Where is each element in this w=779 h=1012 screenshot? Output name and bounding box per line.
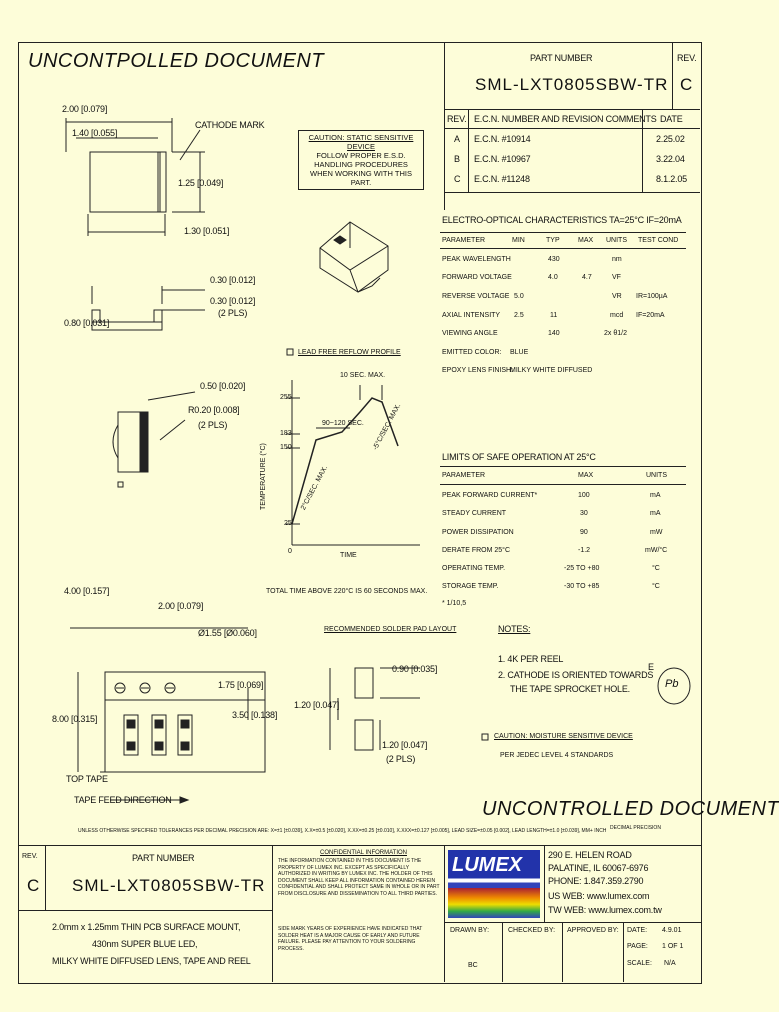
note-item: 2. CATHODE IS ORIENTED TOWARDS [498,670,654,680]
decimal-precision: DECIMAL PRECISION [610,825,661,831]
solder-text: SIDE MARK YEARS OF EXPERIENCE HAVE INDICATED THAT SOLDER HEAT IS A MAJOR CAUSE OF EARLY AND FUTURE FAILURE. PLEASE PAY ATTENTION TO YOUR SOLDERING PROCESS. [278,926,423,952]
watermark-top: UNCONTPOLLED DOCUMENT [28,50,325,72]
lso-cell: -25 TO +80 [564,565,600,572]
phone: PHONE: 1.847.359.2790 [548,876,644,886]
tb-desc: 430nm SUPER BLUE LED, [92,939,198,949]
lumex-logo-text: LUMEX [452,854,522,876]
dim-label: 2.00 [0.079] [62,104,108,114]
tape-dim: 8.00 [0.315] [52,714,98,724]
lso-cell: STORAGE TEMP. [442,583,499,590]
web-us: US WEB: www.lumex.com [548,891,650,901]
dim-label: CATHODE MARK [195,120,265,130]
reflow-rampup: 2°C/SEC. MAX. [300,464,330,512]
pn-label: PART NUMBER [530,53,593,63]
tape-dim: 4.00 [0.157] [64,586,110,596]
lso-cell: 90 [580,529,588,536]
caution-static-box [298,130,424,190]
dim-label: R0.20 [0.008] [188,405,240,415]
address: 290 E. HELEN ROAD [548,850,632,860]
eo-cell: 2.5 [514,312,524,319]
eo-emitted-value: BLUE [510,349,529,356]
rev-row-date: 2.25.02 [656,134,685,144]
reflow-ten-sec: 10 SEC. MAX. [340,372,386,379]
lso-cell: mW/°C [645,547,668,554]
scale-label: SCALE: [627,960,652,967]
tb-pn-value: SML-LXT0805SBW-TR [72,876,266,895]
lso-cell: OPERATING TEMP. [442,565,506,572]
part-number: SML-LXT0805SBW-TR [475,75,669,94]
eo-header: MAX [578,237,594,244]
address: PALATINE, IL 60067-6976 [548,863,649,873]
eo-header: MIN [512,237,525,244]
dim-label: 0.80 [0.031] [64,318,110,328]
lso-cell: mA [650,510,661,517]
dim-label: (2 PLS) [198,420,228,430]
reflow-tick: 25 [284,520,292,527]
rev-col-desc: E.C.N. NUMBER AND REVISION COMMENTS [474,114,657,124]
eo-epoxy-value: MILKY WHITE DIFFUSED [510,367,593,374]
rev-row-desc: E.C.N. #11248 [474,174,530,184]
pad-dim: 1.20 [0.047] [294,700,340,710]
tb-desc: 2.0mm x 1.25mm THIN PCB SURFACE MOUNT, [52,922,241,932]
date-label: DATE: [627,927,648,934]
web-tw: TW WEB: www.lumex.com.tw [548,905,662,915]
eo-cell: VR [612,293,622,300]
dim-label: (2 PLS) [218,308,248,318]
e-mark: E [648,662,654,672]
eo-header: PARAMETER [442,237,486,244]
eo-cell: AXIAL INTENSITY [442,312,501,319]
reflow-tick: 255 [280,394,292,401]
lso-cell: POWER DISSIPATION [442,529,514,536]
lso-header: PARAMETER [442,472,486,479]
scale-value: N/A [664,960,676,967]
eo-cell: FORWARD VOLTAGE [442,274,512,281]
eo-cell: VF [612,274,621,281]
tape-dim: 3.50 [0.138] [232,710,278,720]
rev-row-date: 8.1.2.05 [656,174,687,184]
lso-cell: -1.2 [578,547,591,554]
tolerance-line: UNLESS OTHERWISE SPECIFIED TOLERANCES PER DECIMAL PRECISION ARE: X=±1 [±0.039], X.X=±0.5 [±0.020], X.XX=±0.25 [±0.010], X.XXX=±0.127 [±0.005], LEAD SIZE=±0.05 [0.002], LEAD LENGTH=±1.0 [±0.039], MM+ INCH [78,828,607,834]
note-item: THE TAPE SPROCKET HOLE. [510,684,630,694]
confidential-title: CONFIDENTIAL INFORMATION [320,850,407,856]
dim-label: 1.40 [0.055] [72,128,118,138]
reflow-tick: 183 [280,430,292,437]
watermark-bottom: UNCONTROLLED DOCUMENT [482,798,779,820]
dim-label: 0.30 [0.012] [210,275,256,285]
lso-title: LIMITS OF SAFE OPERATION AT 25°C [442,452,596,462]
caution-line: WHEN WORKING WITH THIS PART. [310,169,412,187]
rev-value: C [680,75,694,94]
lso-header: MAX [578,472,594,479]
pad-dim: (2 PLS) [386,754,416,764]
page-value: 1 OF 1 [662,943,684,950]
lso-cell: mA [650,492,661,499]
pad-dim: 1.20 [0.047] [382,740,428,750]
eo-header: TEST COND [638,237,679,244]
rev-row-rev: B [454,154,460,164]
dim-label: 0.30 [0.012] [210,296,256,306]
tape-dim: 2.00 [0.079] [158,601,204,611]
checked-label: CHECKED BY: [508,927,556,934]
tb-desc: MILKY WHITE DIFFUSED LENS, TAPE AND REEL [52,956,251,966]
eo-cell: 11 [550,312,558,319]
eo-cell: PEAK WAVELENGTH [442,256,511,263]
led-top-view [90,152,160,212]
eo-cell: 4.0 [548,274,558,281]
eo-cell: 4.7 [582,274,592,281]
date-value: 4.9.01 [662,927,682,934]
dim-label: 1.25 [0.049] [178,178,224,188]
rev-row-rev: A [454,134,460,144]
reflow-rampdown: -5°C/SEC. MAX. [372,402,403,452]
reflow-tick: 150 [280,444,292,451]
tb-rev-label: REV. [22,853,38,860]
eo-title: ELECTRO-OPTICAL CHARACTERISTICS TA=25°C IF=20mA [442,215,682,225]
dim-label: 1.30 [0.051] [184,226,230,236]
drawn-value: BC [468,962,478,969]
rev-label: REV. [677,53,697,63]
note-item: 1. 4K PER REEL [498,654,564,664]
lso-cell: °C [652,583,660,590]
pad-dim: 0.90 [0.035] [392,664,438,674]
tb-rev-value: C [27,876,41,895]
eo-emitted-label: EMITTED COLOR: [442,349,502,356]
rev-col-date: DATE [660,114,683,124]
eo-cell: REVERSE VOLTAGE [442,293,510,300]
reflow-range: 90~120 SEC. [322,420,364,427]
rev-row-date: 3.22.04 [656,154,685,164]
tape-dim: 1.75 [0.069] [218,680,264,690]
lso-cell: DERATE FROM 25°C [442,547,511,554]
eo-cell: IR=100µA [636,293,668,300]
eo-cell: IF=20mA [636,312,665,319]
lso-cell: STEADY CURRENT [442,510,507,517]
drawn-label: DRAWN BY: [450,927,490,934]
pb-free-icon: Pb [665,678,679,690]
lso-cell: mW [650,529,663,536]
lso-cell: 30 [580,510,588,517]
lumex-logo [448,850,540,918]
rev-col-rev: REV. [447,114,467,124]
reflow-ylabel: TEMPERATURE (°C) [260,443,267,510]
approved-label: APPROVED BY: [567,927,619,934]
caution-line: CAUTION: STATIC SENSITIVE DEVICE [308,133,414,151]
notes-title: NOTES: [498,624,531,634]
tape-dim: Ø1.55 [Ø0.060] [198,628,257,638]
lso-cell: 100 [578,492,590,499]
tb-pn-label: PART NUMBER [132,853,195,863]
moisture-title: CAUTION: MOISTURE SENSITIVE DEVICE [494,733,633,740]
eo-cell: mcd [610,312,624,319]
lso-cell: °C [652,565,660,572]
moisture-sub: PER JEDEC LEVEL 4 STANDARDS [500,752,614,759]
dim-label: 0.50 [0.020] [200,381,246,391]
eo-header: TYP [546,237,560,244]
lso-header: UNITS [646,472,667,479]
eo-epoxy-label: EPOXY LENS FINISH: [442,367,514,374]
eo-cell: 5.0 [514,293,524,300]
reflow-xlabel: TIME [340,552,357,559]
eo-cell: VIEWING ANGLE [442,330,498,337]
tape-top-label: TOP TAPE [66,774,108,784]
confidential-text: THE INFORMATION CONTAINED IN THIS DOCUMENT IS THE PROPERTY OF LUMEX INC. EXCEPT AS SPECIFICALLY AUTHORIZED IN WRITING BY LUMEX INC. THE HOLDER OF THIS DOCUMENT SHALL KEEP ALL INFORMATION CONTAINED HEREIN CONFIDENTIAL AND SHALL PROTECT SAME IN WHOLE OR IN PART FROM DISCLOSURE AND DISSEMINATION TO ALL THIRD PARTIES. [278,858,440,897]
eo-cell: 140 [548,330,560,337]
rev-row-desc: E.C.N. #10914 [474,134,531,144]
eo-header: UNITS [606,237,627,244]
lso-cell: PEAK FORWARD CURRENT* [442,492,538,499]
rev-row-desc: E.C.N. #10967 [474,154,531,164]
lso-footnote: * 1/10,5 [442,600,467,607]
pad-title: RECOMMENDED SOLDER PAD LAYOUT [324,626,457,633]
tape-feed-label: TAPE FEED DIRECTION [74,795,172,805]
eo-cell: nm [612,256,622,263]
page-label: PAGE: [627,943,648,950]
reflow-tick: 0 [288,548,292,555]
reflow-note: TOTAL TIME ABOVE 220°C IS 60 SECONDS MAX. [266,588,428,595]
rev-row-rev: C [454,174,461,184]
reflow-title: LEAD FREE REFLOW PROFILE [298,349,401,356]
eo-cell: 430 [548,256,560,263]
lso-cell: -30 TO +85 [564,583,600,590]
caution-line: FOLLOW PROPER E.S.D. HANDLING PROCEDURES [314,151,408,169]
eo-cell: 2x θ1/2 [604,330,627,337]
